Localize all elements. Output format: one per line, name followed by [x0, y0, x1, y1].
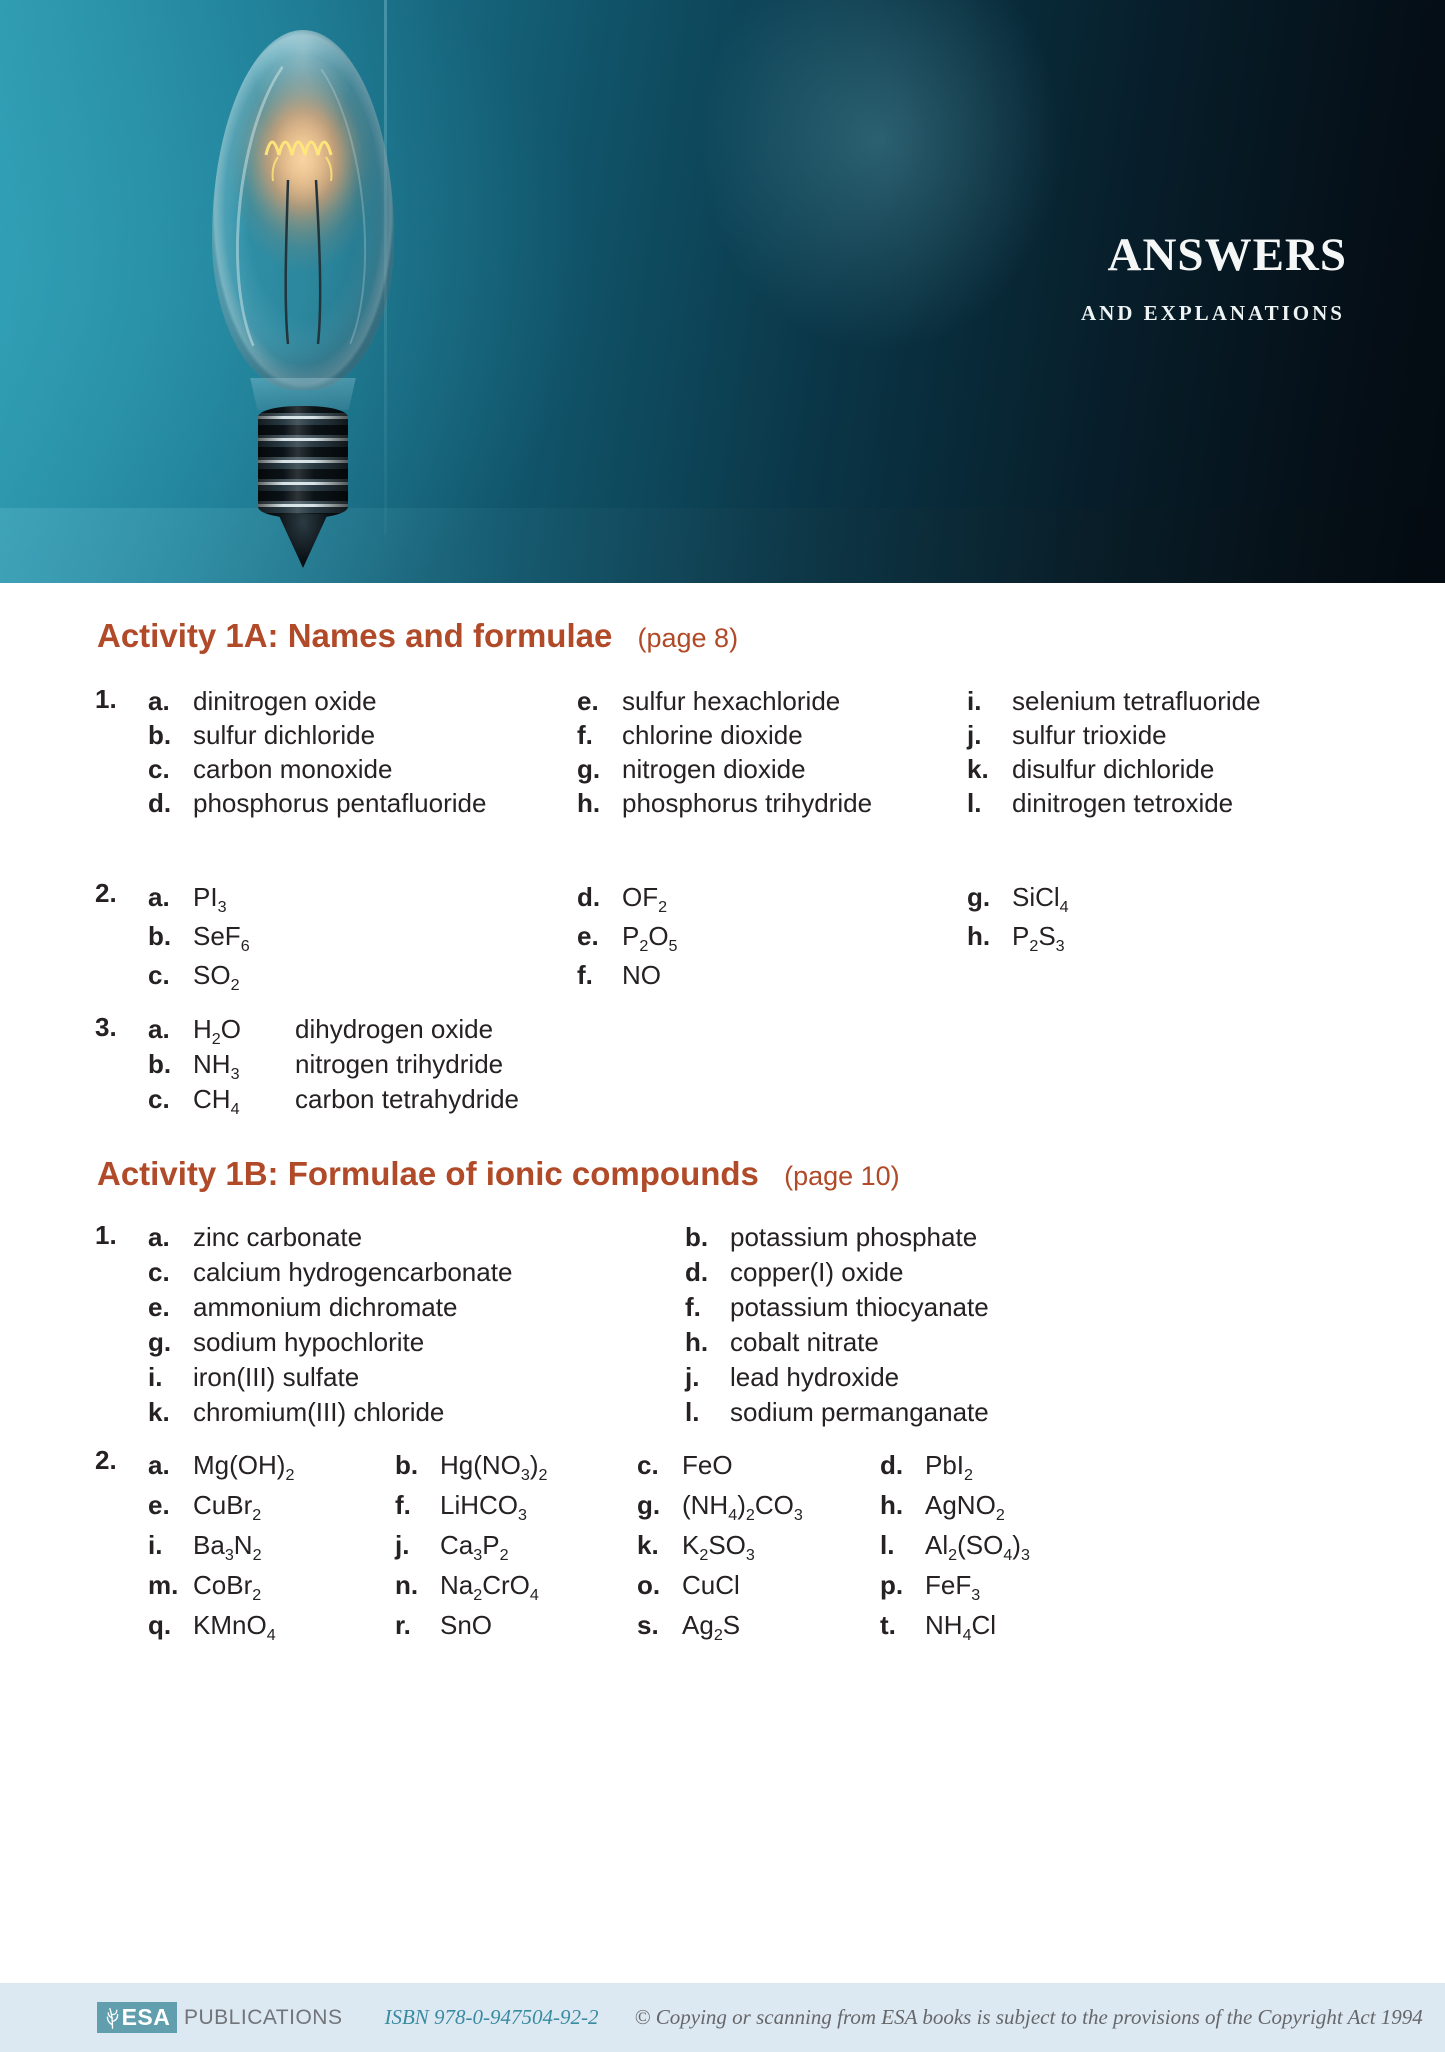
answer-item: [148, 786, 577, 820]
answer-column: [148, 684, 577, 820]
answer-item: [148, 752, 577, 786]
answer-columns: [148, 1445, 1445, 1645]
page-title: ANSWERS: [1107, 229, 1347, 281]
item-letter: f.: [395, 1490, 411, 1520]
item-letter: a.: [148, 882, 170, 912]
answer-item: [148, 1565, 395, 1605]
answer-item: [148, 1360, 685, 1395]
item-text: calcium hydrogencarbonate: [193, 1257, 513, 1287]
answer-item: [148, 1605, 395, 1645]
question-number: 3.: [95, 1012, 117, 1042]
answer-column: [148, 1012, 519, 1117]
item-letter: l.: [967, 788, 982, 818]
answer-item: [685, 1395, 989, 1430]
answer-item: [577, 917, 967, 956]
item-text: dinitrogen oxide: [193, 686, 377, 716]
fern-icon: [104, 2006, 121, 2030]
item-text: disulfur dichloride: [1012, 754, 1215, 784]
item-letter: h.: [685, 1327, 709, 1357]
item-text: sulfur dichloride: [193, 720, 376, 750]
item-text: sodium permanganate: [730, 1397, 989, 1427]
answer-item: [148, 878, 577, 917]
answer-item: [148, 1255, 685, 1290]
item-letter: t.: [880, 1610, 896, 1640]
item-letter: h.: [880, 1490, 904, 1520]
item-text: ammonium dichromate: [193, 1292, 458, 1322]
item-text: cobalt nitrate: [730, 1327, 879, 1357]
answer-item: [395, 1605, 637, 1645]
item-letter: c.: [637, 1450, 659, 1480]
answer-item: [685, 1220, 989, 1255]
answer-item: [148, 718, 577, 752]
question-1a-2: [95, 878, 1445, 995]
answer-item: [967, 917, 1069, 956]
item-letter: b.: [685, 1222, 709, 1252]
item-letter: e.: [577, 686, 599, 716]
answer-column: [685, 1220, 989, 1430]
footer: [0, 1983, 1445, 2052]
copyright-text: © Copying or scanning from ESA books is subject to the provisions of the Copyright Act 1994: [634, 2005, 1423, 2029]
answer-columns: [148, 878, 1445, 995]
item-formula: $P_2S_3$: [1012, 921, 1065, 956]
item-letter: g.: [148, 1327, 172, 1357]
item-text: dinitrogen tetroxide: [1012, 788, 1234, 818]
answer-item: [685, 1325, 989, 1360]
publications-label: PUBLICATIONS: [184, 2005, 343, 2029]
item-formula: $Al_2(SO_4)_3$: [925, 1530, 1030, 1565]
item-formula: $CH_4$: [193, 1084, 240, 1119]
answer-item: [148, 1012, 519, 1047]
item-name: nitrogen trihydride: [295, 1049, 504, 1079]
item-letter: f.: [577, 960, 593, 990]
activity-1b-heading: [97, 1155, 1445, 1195]
item-name: carbon tetrahydride: [295, 1084, 520, 1114]
item-name: dihydrogen oxide: [295, 1014, 494, 1044]
item-text: chlorine dioxide: [622, 720, 803, 750]
header-image: [0, 0, 1445, 583]
item-formula: CuBr$_2$: [193, 1490, 262, 1525]
answer-item: [880, 1525, 1030, 1565]
answer-column: [577, 878, 967, 995]
activity-1b-title: Activity 1B: Formulae of ionic compounds: [97, 1155, 759, 1192]
item-formula: $NH_3$: [193, 1049, 240, 1084]
answer-item: [637, 1565, 880, 1605]
answer-item: [148, 1485, 395, 1525]
item-letter: g.: [967, 882, 991, 912]
item-text: chromium(III) chloride: [193, 1397, 445, 1427]
item-letter: g.: [577, 754, 601, 784]
item-formula: $P_2O_5$: [622, 921, 678, 956]
question-number: 1.: [95, 1220, 117, 1250]
item-formula: FeF$_3$: [925, 1570, 981, 1605]
item-formula: $K_2SO_3$: [682, 1530, 755, 1565]
item-text: selenium tetrafluoride: [1012, 686, 1261, 716]
isbn-text: ISBN 978-0-947504-92-2: [384, 2005, 599, 2029]
item-formula: $H_2O$: [193, 1014, 241, 1049]
answer-item: [148, 1290, 685, 1325]
question-1a-1: [95, 684, 1445, 820]
answer-item: [577, 956, 967, 995]
item-letter: p.: [880, 1570, 904, 1600]
answer-column: [967, 684, 1261, 820]
filament-coil-icon: [248, 100, 358, 350]
answer-column: [395, 1445, 637, 1645]
question-1b-2: [95, 1445, 1445, 1645]
question-1a-3: [95, 1012, 1445, 1117]
item-letter: k.: [637, 1530, 659, 1560]
answer-item: [637, 1605, 880, 1645]
item-text: carbon monoxide: [193, 754, 393, 784]
answer-item: [880, 1485, 1030, 1525]
item-formula: $Ba_3N_2$: [193, 1530, 262, 1565]
answer-column: [880, 1445, 1030, 1645]
activity-1a-title: Activity 1A: Names and formulae: [97, 617, 613, 654]
answer-item: [880, 1445, 1030, 1485]
item-letter: i.: [148, 1362, 163, 1392]
answer-column: [148, 1445, 395, 1645]
page-subtitle: AND EXPLANATIONS: [1080, 301, 1345, 325]
item-letter: c.: [148, 754, 170, 784]
item-letter: c.: [148, 960, 170, 990]
item-letter: i.: [148, 1530, 163, 1560]
item-letter: i.: [967, 686, 982, 716]
item-letter: f.: [685, 1292, 701, 1322]
answer-item: [148, 956, 577, 995]
activity-1b-page-ref: (page 10): [784, 1161, 900, 1191]
item-formula: $Ca_3P_2$: [440, 1530, 509, 1565]
item-text: iron(III) sulfate: [193, 1362, 360, 1392]
item-letter: k.: [148, 1397, 170, 1427]
answer-item: [685, 1360, 989, 1395]
item-letter: j.: [685, 1362, 700, 1392]
item-letter: m.: [148, 1570, 179, 1600]
answer-item: [577, 786, 967, 820]
item-letter: d.: [880, 1450, 904, 1480]
item-text: sulfur hexachloride: [622, 686, 841, 716]
item-text: sulfur trioxide: [1012, 720, 1167, 750]
bulb-screw-base: [258, 406, 348, 518]
item-letter: g.: [637, 1490, 661, 1520]
answer-item: [395, 1565, 637, 1605]
item-text: phosphorus trihydride: [622, 788, 873, 818]
item-formula: $Na_2CrO_4$: [440, 1570, 539, 1605]
answer-item: [148, 1220, 685, 1255]
esa-logo-text: ESA: [121, 2004, 171, 2030]
answer-item: [148, 1325, 685, 1360]
item-formula: PbI$_2$: [925, 1450, 973, 1485]
item-text: potassium thiocyanate: [730, 1292, 989, 1322]
question-number: 2.: [95, 1445, 117, 1475]
item-formula: KMnO$_4$: [193, 1610, 276, 1645]
answer-column: [148, 1220, 685, 1430]
answers-content: [0, 583, 1445, 1645]
answer-item: [148, 684, 577, 718]
item-text: sodium hypochlorite: [193, 1327, 425, 1357]
item-letter: o.: [637, 1570, 661, 1600]
item-text: nitrogen dioxide: [622, 754, 806, 784]
item-formula: $Mg(OH)_2$: [193, 1450, 295, 1485]
answer-item: [148, 1082, 519, 1117]
item-formula: CuCl: [682, 1570, 740, 1600]
item-letter: j.: [395, 1530, 410, 1560]
question-1b-1: [95, 1220, 1445, 1430]
answer-column: [637, 1445, 880, 1645]
item-formula: LiHCO$_3$: [440, 1490, 527, 1525]
item-letter: n.: [395, 1570, 419, 1600]
answer-item: [148, 917, 577, 956]
answer-item: [967, 786, 1261, 820]
answer-item: [685, 1290, 989, 1325]
item-formula: $Ag_2S$: [682, 1610, 741, 1645]
activity-1a-page-ref: (page 8): [637, 623, 739, 653]
question-number: 2.: [95, 878, 117, 908]
answer-column: [967, 878, 1069, 995]
item-letter: b.: [148, 921, 172, 951]
item-letter: b.: [395, 1450, 419, 1480]
item-letter: f.: [577, 720, 593, 750]
floor-shading: [0, 508, 1445, 583]
answer-item: [395, 1485, 637, 1525]
answer-item: [967, 718, 1261, 752]
answer-columns: [148, 1220, 1445, 1430]
answer-column: [148, 878, 577, 995]
item-text: lead hydroxide: [730, 1362, 900, 1392]
item-letter: c.: [148, 1257, 170, 1287]
item-letter: e.: [148, 1292, 170, 1322]
answer-item: [577, 878, 967, 917]
item-letter: q.: [148, 1610, 172, 1640]
item-formula: CoBr$_2$: [193, 1570, 262, 1605]
answer-item: [395, 1445, 637, 1485]
item-letter: c.: [148, 1084, 170, 1114]
answer-item: [967, 878, 1069, 917]
item-formula: $Hg(NO_3)_2$: [440, 1450, 548, 1485]
item-formula: $OF_2$: [622, 882, 668, 917]
answer-item: [637, 1485, 880, 1525]
answer-item: [148, 1395, 685, 1430]
item-letter: l.: [880, 1530, 895, 1560]
item-letter: b.: [148, 1049, 172, 1079]
item-text: zinc carbonate: [193, 1222, 363, 1252]
answer-item: [880, 1565, 1030, 1605]
item-letter: a.: [148, 686, 170, 716]
item-formula: SnO: [440, 1610, 493, 1640]
item-text: phosphorus pentafluoride: [193, 788, 487, 818]
item-letter: h.: [577, 788, 601, 818]
answer-item: [148, 1525, 395, 1565]
answer-item: [577, 752, 967, 786]
answer-item: [577, 718, 967, 752]
answer-item: [577, 684, 967, 718]
item-text: potassium phosphate: [730, 1222, 978, 1252]
question-number: 1.: [95, 684, 117, 714]
item-letter: s.: [637, 1610, 659, 1640]
answer-columns: [148, 684, 1445, 820]
item-letter: a.: [148, 1222, 170, 1252]
item-formula: $(NH_4)_2CO_3$: [682, 1490, 803, 1525]
answer-column: [577, 684, 967, 820]
item-formula: FeO: [682, 1450, 733, 1480]
activity-1a-heading: [97, 617, 1445, 657]
item-formula: $PI_3$: [193, 882, 227, 917]
item-formula: $SO_2$: [193, 960, 240, 995]
item-letter: h.: [967, 921, 991, 951]
item-letter: a.: [148, 1450, 170, 1480]
answer-item: [967, 684, 1261, 718]
item-letter: d.: [577, 882, 601, 912]
item-formula: NO: [622, 960, 661, 990]
answer-item: [637, 1525, 880, 1565]
answer-item: [395, 1525, 637, 1565]
item-letter: k.: [967, 754, 989, 784]
item-letter: a.: [148, 1014, 170, 1044]
item-formula: AgNO$_2$: [925, 1490, 1005, 1525]
item-letter: d.: [685, 1257, 709, 1287]
item-letter: d.: [148, 788, 172, 818]
answer-item: [148, 1047, 519, 1082]
item-letter: j.: [967, 720, 982, 750]
answer-item: [880, 1605, 1030, 1645]
item-formula: $NH_4Cl$: [925, 1610, 997, 1645]
item-letter: e.: [148, 1490, 170, 1520]
item-letter: l.: [685, 1397, 700, 1427]
item-text: copper(I) oxide: [730, 1257, 904, 1287]
item-letter: b.: [148, 720, 172, 750]
esa-logo: [97, 2002, 177, 2033]
item-letter: e.: [577, 921, 599, 951]
answer-item: [967, 752, 1261, 786]
item-formula: SiCl$_4$: [1012, 882, 1069, 917]
answer-item: [148, 1445, 395, 1485]
item-letter: r.: [395, 1610, 411, 1640]
answer-item: [685, 1255, 989, 1290]
answer-item: [637, 1445, 880, 1485]
item-formula: SeF$_6$: [193, 921, 250, 956]
